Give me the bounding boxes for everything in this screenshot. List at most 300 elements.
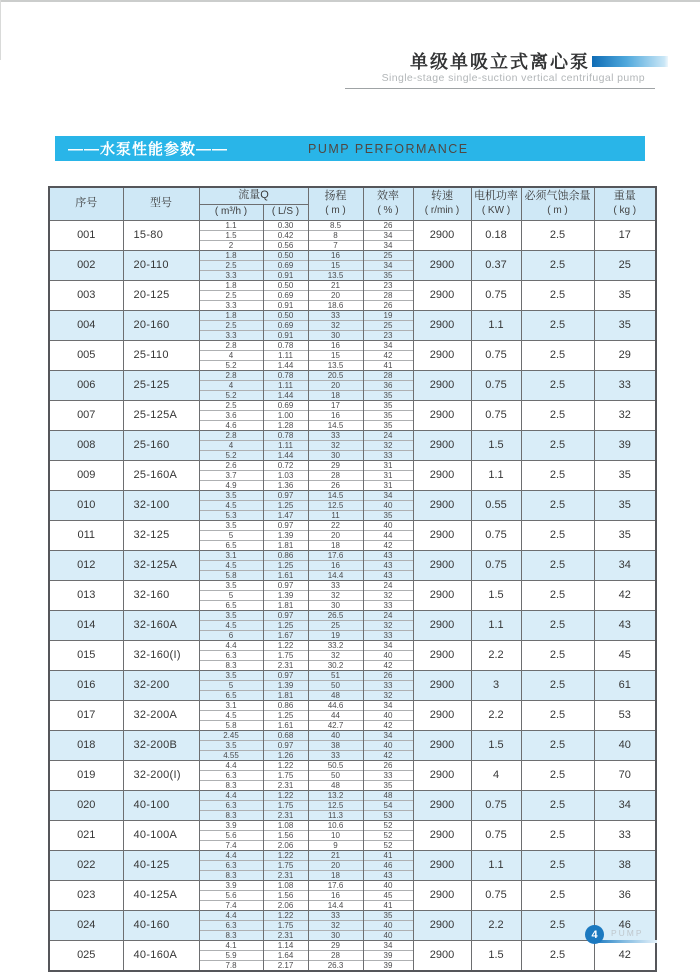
cell-model: 25-160A bbox=[123, 460, 199, 490]
cell-flow-m3h: 4 bbox=[199, 440, 263, 450]
cell-flow-m3h: 4.4 bbox=[199, 850, 263, 860]
cell-efficiency: 24 bbox=[363, 580, 413, 590]
col-header-model: 型号 bbox=[123, 187, 199, 220]
cell-flow-ls: 1.61 bbox=[263, 570, 308, 580]
cell-flow-ls: 1.56 bbox=[263, 890, 308, 900]
cell-flow-ls: 0.69 bbox=[263, 400, 308, 410]
cell-flow-ls: 0.86 bbox=[263, 550, 308, 560]
cell-power: 1.1 bbox=[471, 310, 521, 340]
cell-weight: 25 bbox=[594, 250, 656, 280]
cell-flow-m3h: 2.8 bbox=[199, 340, 263, 350]
cell-index: 010 bbox=[49, 490, 123, 520]
cell-speed: 2900 bbox=[413, 700, 471, 730]
cell-efficiency: 43 bbox=[363, 550, 413, 560]
cell-model: 20-160 bbox=[123, 310, 199, 340]
cell-flow-m3h: 3.5 bbox=[199, 740, 263, 750]
cell-head: 32 bbox=[308, 320, 363, 330]
cell-flow-ls: 1.39 bbox=[263, 530, 308, 540]
section-title-cn: ——水泵性能参数—— bbox=[68, 141, 229, 158]
cell-flow-ls: 1.75 bbox=[263, 860, 308, 870]
cell-speed: 2900 bbox=[413, 370, 471, 400]
cell-weight: 36 bbox=[594, 880, 656, 910]
cell-efficiency: 34 bbox=[363, 240, 413, 250]
cell-flow-ls: 1.44 bbox=[263, 390, 308, 400]
cell-speed: 2900 bbox=[413, 250, 471, 280]
cell-npsh: 2.5 bbox=[521, 790, 594, 820]
table-row-group-start bbox=[49, 670, 656, 680]
cell-flow-m3h: 5.6 bbox=[199, 830, 263, 840]
cell-flow-ls: 1.61 bbox=[263, 720, 308, 730]
cell-efficiency: 33 bbox=[363, 770, 413, 780]
cell-weight: 35 bbox=[594, 280, 656, 310]
cell-head: 22 bbox=[308, 520, 363, 530]
table-row-group-start bbox=[49, 220, 656, 230]
cell-efficiency: 46 bbox=[363, 860, 413, 870]
cell-flow-ls: 1.25 bbox=[263, 620, 308, 630]
cell-weight: 32 bbox=[594, 400, 656, 430]
cell-power: 0.75 bbox=[471, 370, 521, 400]
page-title-cn: 单级单吸立式离心泵 bbox=[410, 52, 590, 72]
cell-efficiency: 35 bbox=[363, 420, 413, 430]
cell-efficiency: 33 bbox=[363, 630, 413, 640]
cell-speed: 2900 bbox=[413, 640, 471, 670]
cell-head: 8.5 bbox=[308, 220, 363, 230]
cell-flow-ls: 2.31 bbox=[263, 870, 308, 880]
cell-efficiency: 44 bbox=[363, 530, 413, 540]
cell-model: 40-160 bbox=[123, 910, 199, 940]
cell-weight: 61 bbox=[594, 670, 656, 700]
cell-efficiency: 43 bbox=[363, 570, 413, 580]
cell-head: 29 bbox=[308, 460, 363, 470]
cell-speed: 2900 bbox=[413, 400, 471, 430]
cell-speed: 2900 bbox=[413, 610, 471, 640]
cell-efficiency: 24 bbox=[363, 610, 413, 620]
cell-power: 1.5 bbox=[471, 430, 521, 460]
cell-head: 26.5 bbox=[308, 610, 363, 620]
cell-speed: 2900 bbox=[413, 850, 471, 880]
cell-head: 30 bbox=[308, 330, 363, 340]
cell-efficiency: 33 bbox=[363, 600, 413, 610]
cell-flow-ls: 1.56 bbox=[263, 830, 308, 840]
cell-head: 50 bbox=[308, 680, 363, 690]
cell-flow-m3h: 8.3 bbox=[199, 660, 263, 670]
cell-flow-ls: 1.11 bbox=[263, 440, 308, 450]
table-row-group-start bbox=[49, 550, 656, 560]
cell-head: 16 bbox=[308, 340, 363, 350]
cell-efficiency: 26 bbox=[363, 760, 413, 770]
cell-head: 14.5 bbox=[308, 490, 363, 500]
cell-efficiency: 36 bbox=[363, 380, 413, 390]
cell-efficiency: 19 bbox=[363, 310, 413, 320]
cell-npsh: 2.5 bbox=[521, 640, 594, 670]
cell-npsh: 2.5 bbox=[521, 730, 594, 760]
cell-flow-m3h: 4.6 bbox=[199, 420, 263, 430]
cell-power: 3 bbox=[471, 670, 521, 700]
cell-flow-ls: 1.25 bbox=[263, 560, 308, 570]
cell-head: 21 bbox=[308, 280, 363, 290]
table-row-group-start bbox=[49, 520, 656, 530]
cell-model: 32-200B bbox=[123, 730, 199, 760]
cell-model: 25-160 bbox=[123, 430, 199, 460]
cell-flow-ls: 0.50 bbox=[263, 250, 308, 260]
cell-flow-ls: 1.36 bbox=[263, 480, 308, 490]
cell-flow-m3h: 3.5 bbox=[199, 580, 263, 590]
cell-flow-ls: 2.06 bbox=[263, 840, 308, 850]
cell-flow-m3h: 4 bbox=[199, 350, 263, 360]
cell-npsh: 2.5 bbox=[521, 520, 594, 550]
cell-flow-m3h: 6.3 bbox=[199, 650, 263, 660]
cell-flow-ls: 1.75 bbox=[263, 650, 308, 660]
cell-flow-m3h: 5.6 bbox=[199, 890, 263, 900]
cell-flow-m3h: 4.5 bbox=[199, 710, 263, 720]
cell-flow-m3h: 2 bbox=[199, 240, 263, 250]
page-number-badge: 4 bbox=[585, 925, 604, 944]
cell-model: 32-200A bbox=[123, 700, 199, 730]
cell-flow-ls: 1.44 bbox=[263, 450, 308, 460]
cell-flow-m3h: 8.3 bbox=[199, 930, 263, 940]
cell-flow-ls: 0.69 bbox=[263, 260, 308, 270]
cell-flow-m3h: 6 bbox=[199, 630, 263, 640]
cell-head: 26.3 bbox=[308, 960, 363, 971]
cell-weight: 70 bbox=[594, 760, 656, 790]
cell-head: 28 bbox=[308, 470, 363, 480]
cell-model: 40-100A bbox=[123, 820, 199, 850]
cell-flow-ls: 1.11 bbox=[263, 380, 308, 390]
cell-flow-ls: 1.67 bbox=[263, 630, 308, 640]
cell-flow-ls: 2.31 bbox=[263, 810, 308, 820]
cell-flow-m3h: 3.9 bbox=[199, 880, 263, 890]
cell-weight: 29 bbox=[594, 340, 656, 370]
cell-flow-m3h: 2.8 bbox=[199, 370, 263, 380]
cell-weight: 45 bbox=[594, 640, 656, 670]
cell-head: 18.6 bbox=[308, 300, 363, 310]
cell-flow-ls: 0.50 bbox=[263, 280, 308, 290]
cell-model: 40-100 bbox=[123, 790, 199, 820]
cell-efficiency: 34 bbox=[363, 340, 413, 350]
cell-head: 30.2 bbox=[308, 660, 363, 670]
cell-flow-ls: 1.75 bbox=[263, 770, 308, 780]
table-row-group-start bbox=[49, 280, 656, 290]
cell-weight: 34 bbox=[594, 550, 656, 580]
cell-flow-ls: 1.26 bbox=[263, 750, 308, 760]
pump-table-body bbox=[49, 220, 656, 971]
cell-index: 021 bbox=[49, 820, 123, 850]
cell-efficiency: 40 bbox=[363, 880, 413, 890]
cell-weight: 39 bbox=[594, 430, 656, 460]
table-row-group-start bbox=[49, 430, 656, 440]
table-row-group-start bbox=[49, 580, 656, 590]
cell-power: 0.37 bbox=[471, 250, 521, 280]
cell-flow-ls: 1.00 bbox=[263, 410, 308, 420]
table-row-group-start bbox=[49, 610, 656, 620]
cell-power: 0.55 bbox=[471, 490, 521, 520]
cell-npsh: 2.5 bbox=[521, 940, 594, 971]
cell-head: 13.2 bbox=[308, 790, 363, 800]
cell-efficiency: 23 bbox=[363, 280, 413, 290]
table-row-group-start bbox=[49, 850, 656, 860]
cell-head: 13.5 bbox=[308, 270, 363, 280]
cell-index: 020 bbox=[49, 790, 123, 820]
cell-efficiency: 52 bbox=[363, 830, 413, 840]
cell-weight: 35 bbox=[594, 490, 656, 520]
cell-npsh: 2.5 bbox=[521, 490, 594, 520]
cell-efficiency: 41 bbox=[363, 360, 413, 370]
cell-head: 16 bbox=[308, 890, 363, 900]
cell-index: 018 bbox=[49, 730, 123, 760]
cell-head: 32 bbox=[308, 920, 363, 930]
cell-model: 15-80 bbox=[123, 220, 199, 250]
cell-head: 12.5 bbox=[308, 500, 363, 510]
table-row-group-start bbox=[49, 400, 656, 410]
table-row-group-start bbox=[49, 250, 656, 260]
cell-model: 32-200 bbox=[123, 670, 199, 700]
cell-power: 0.75 bbox=[471, 820, 521, 850]
cell-flow-ls: 0.97 bbox=[263, 580, 308, 590]
cell-npsh: 2.5 bbox=[521, 550, 594, 580]
cell-index: 012 bbox=[49, 550, 123, 580]
cell-efficiency: 34 bbox=[363, 700, 413, 710]
cell-flow-m3h: 2.5 bbox=[199, 290, 263, 300]
cell-head: 20.5 bbox=[308, 370, 363, 380]
cell-flow-m3h: 6.3 bbox=[199, 920, 263, 930]
cell-head: 10.6 bbox=[308, 820, 363, 830]
cell-index: 006 bbox=[49, 370, 123, 400]
cell-power: 0.75 bbox=[471, 400, 521, 430]
cell-head: 50.5 bbox=[308, 760, 363, 770]
section-title-bar bbox=[55, 136, 645, 161]
cell-head: 18 bbox=[308, 870, 363, 880]
cell-efficiency: 34 bbox=[363, 260, 413, 270]
cell-flow-m3h: 2.5 bbox=[199, 260, 263, 270]
cell-efficiency: 23 bbox=[363, 330, 413, 340]
cell-flow-m3h: 4.4 bbox=[199, 910, 263, 920]
cell-flow-m3h: 7.4 bbox=[199, 840, 263, 850]
cell-power: 1.1 bbox=[471, 460, 521, 490]
cell-flow-m3h: 4.1 bbox=[199, 940, 263, 950]
col-header-flow-ls: ( L/S ) bbox=[263, 204, 308, 220]
page-footer bbox=[585, 925, 675, 949]
cell-head: 30 bbox=[308, 930, 363, 940]
cell-flow-m3h: 4.9 bbox=[199, 480, 263, 490]
table-row-group-start bbox=[49, 340, 656, 350]
cell-index: 005 bbox=[49, 340, 123, 370]
cell-flow-ls: 0.97 bbox=[263, 740, 308, 750]
col-header-head: 扬程 ( m ) bbox=[308, 187, 363, 220]
col-header-flow-m3h: ( m³/h ) bbox=[199, 204, 263, 220]
cell-index: 013 bbox=[49, 580, 123, 610]
cell-efficiency: 40 bbox=[363, 500, 413, 510]
cell-flow-m3h: 3.3 bbox=[199, 270, 263, 280]
table-row-group-start bbox=[49, 760, 656, 770]
cell-flow-ls: 0.68 bbox=[263, 730, 308, 740]
cell-flow-ls: 1.22 bbox=[263, 910, 308, 920]
cell-npsh: 2.5 bbox=[521, 880, 594, 910]
cell-speed: 2900 bbox=[413, 310, 471, 340]
cell-flow-ls: 1.75 bbox=[263, 920, 308, 930]
cell-head: 14.4 bbox=[308, 570, 363, 580]
cell-weight: 33 bbox=[594, 370, 656, 400]
cell-head: 11.3 bbox=[308, 810, 363, 820]
cell-head: 40 bbox=[308, 730, 363, 740]
cell-flow-ls: 0.86 bbox=[263, 700, 308, 710]
cell-model: 32-125A bbox=[123, 550, 199, 580]
cell-flow-m3h: 6.5 bbox=[199, 600, 263, 610]
cell-flow-m3h: 3.7 bbox=[199, 470, 263, 480]
cell-efficiency: 39 bbox=[363, 950, 413, 960]
cell-weight: 33 bbox=[594, 820, 656, 850]
table-row-group-start bbox=[49, 880, 656, 890]
cell-flow-ls: 1.81 bbox=[263, 540, 308, 550]
cell-efficiency: 39 bbox=[363, 960, 413, 971]
cell-npsh: 2.5 bbox=[521, 910, 594, 940]
table-row-group-start bbox=[49, 820, 656, 830]
cell-efficiency: 34 bbox=[363, 940, 413, 950]
cell-speed: 2900 bbox=[413, 490, 471, 520]
cell-index: 017 bbox=[49, 700, 123, 730]
cell-head: 26 bbox=[308, 480, 363, 490]
cell-head: 21 bbox=[308, 850, 363, 860]
cell-flow-ls: 0.42 bbox=[263, 230, 308, 240]
cell-npsh: 2.5 bbox=[521, 220, 594, 250]
cell-flow-m3h: 2.8 bbox=[199, 430, 263, 440]
cell-index: 015 bbox=[49, 640, 123, 670]
cell-flow-m3h: 5.8 bbox=[199, 720, 263, 730]
cell-model: 40-125A bbox=[123, 880, 199, 910]
cell-power: 0.75 bbox=[471, 790, 521, 820]
cell-efficiency: 52 bbox=[363, 820, 413, 830]
cell-weight: 40 bbox=[594, 730, 656, 760]
cell-flow-m3h: 4.4 bbox=[199, 760, 263, 770]
cell-flow-m3h: 8.3 bbox=[199, 870, 263, 880]
cell-efficiency: 42 bbox=[363, 750, 413, 760]
cell-flow-m3h: 1.8 bbox=[199, 310, 263, 320]
cell-efficiency: 25 bbox=[363, 250, 413, 260]
cell-flow-ls: 0.72 bbox=[263, 460, 308, 470]
cell-head: 11 bbox=[308, 510, 363, 520]
cell-head: 12.5 bbox=[308, 800, 363, 810]
cell-power: 2.2 bbox=[471, 700, 521, 730]
cell-flow-ls: 0.91 bbox=[263, 330, 308, 340]
header-divider bbox=[345, 88, 655, 89]
cell-power: 0.18 bbox=[471, 220, 521, 250]
cell-flow-ls: 0.97 bbox=[263, 520, 308, 530]
cell-head: 14.4 bbox=[308, 900, 363, 910]
cell-weight: 38 bbox=[594, 850, 656, 880]
col-header-npsh: 必须气蚀余量 ( m ) bbox=[521, 187, 594, 220]
cell-efficiency: 32 bbox=[363, 590, 413, 600]
cell-model: 32-160A bbox=[123, 610, 199, 640]
cell-flow-ls: 1.75 bbox=[263, 800, 308, 810]
cell-npsh: 2.5 bbox=[521, 610, 594, 640]
cell-power: 1.5 bbox=[471, 580, 521, 610]
cell-flow-m3h: 3.6 bbox=[199, 410, 263, 420]
cell-head: 32 bbox=[308, 440, 363, 450]
cell-flow-ls: 1.39 bbox=[263, 590, 308, 600]
cell-flow-ls: 0.56 bbox=[263, 240, 308, 250]
cell-head: 17.6 bbox=[308, 880, 363, 890]
cell-weight: 34 bbox=[594, 790, 656, 820]
cell-npsh: 2.5 bbox=[521, 850, 594, 880]
cell-flow-ls: 0.78 bbox=[263, 430, 308, 440]
cell-power: 0.75 bbox=[471, 880, 521, 910]
cell-efficiency: 40 bbox=[363, 920, 413, 930]
cell-index: 002 bbox=[49, 250, 123, 280]
cell-head: 16 bbox=[308, 250, 363, 260]
cell-flow-m3h: 3.3 bbox=[199, 330, 263, 340]
cell-head: 15 bbox=[308, 350, 363, 360]
cell-head: 44 bbox=[308, 710, 363, 720]
cell-flow-m3h: 4.4 bbox=[199, 790, 263, 800]
cell-speed: 2900 bbox=[413, 340, 471, 370]
cell-flow-ls: 0.97 bbox=[263, 490, 308, 500]
cell-npsh: 2.5 bbox=[521, 670, 594, 700]
cell-npsh: 2.5 bbox=[521, 700, 594, 730]
cell-head: 18 bbox=[308, 390, 363, 400]
cell-power: 1.1 bbox=[471, 610, 521, 640]
cell-efficiency: 34 bbox=[363, 640, 413, 650]
cell-flow-ls: 1.22 bbox=[263, 640, 308, 650]
cell-speed: 2900 bbox=[413, 670, 471, 700]
cell-flow-ls: 0.69 bbox=[263, 320, 308, 330]
cell-head: 44.6 bbox=[308, 700, 363, 710]
table-row-group-start bbox=[49, 460, 656, 470]
cell-flow-m3h: 3.3 bbox=[199, 300, 263, 310]
cell-index: 008 bbox=[49, 430, 123, 460]
col-header-power: 电机功率 ( KW ) bbox=[471, 187, 521, 220]
cell-efficiency: 42 bbox=[363, 350, 413, 360]
cell-npsh: 2.5 bbox=[521, 370, 594, 400]
cell-flow-ls: 0.91 bbox=[263, 300, 308, 310]
cell-efficiency: 52 bbox=[363, 840, 413, 850]
cell-flow-ls: 0.69 bbox=[263, 290, 308, 300]
cell-index: 023 bbox=[49, 880, 123, 910]
cell-flow-ls: 1.64 bbox=[263, 950, 308, 960]
table-row-group-start bbox=[49, 490, 656, 500]
cell-efficiency: 35 bbox=[363, 910, 413, 920]
cell-model: 32-160 bbox=[123, 580, 199, 610]
cell-flow-ls: 0.78 bbox=[263, 340, 308, 350]
cell-efficiency: 35 bbox=[363, 510, 413, 520]
cell-npsh: 2.5 bbox=[521, 460, 594, 490]
cell-index: 024 bbox=[49, 910, 123, 940]
cell-efficiency: 35 bbox=[363, 270, 413, 280]
cell-flow-ls: 2.31 bbox=[263, 930, 308, 940]
cell-model: 25-125 bbox=[123, 370, 199, 400]
cell-model: 40-160A bbox=[123, 940, 199, 971]
table-row-group-start bbox=[49, 940, 656, 950]
cell-weight: 35 bbox=[594, 310, 656, 340]
footer-gradient-line bbox=[595, 940, 657, 943]
cell-efficiency: 33 bbox=[363, 680, 413, 690]
cell-efficiency: 35 bbox=[363, 780, 413, 790]
cell-flow-m3h: 5.2 bbox=[199, 450, 263, 460]
cell-flow-m3h: 5 bbox=[199, 590, 263, 600]
cell-npsh: 2.5 bbox=[521, 430, 594, 460]
cell-weight: 43 bbox=[594, 610, 656, 640]
cell-flow-ls: 1.81 bbox=[263, 600, 308, 610]
cell-flow-ls: 1.25 bbox=[263, 500, 308, 510]
cell-head: 10 bbox=[308, 830, 363, 840]
cell-flow-m3h: 1.8 bbox=[199, 280, 263, 290]
cell-flow-ls: 0.78 bbox=[263, 370, 308, 380]
cell-index: 016 bbox=[49, 670, 123, 700]
cell-flow-m3h: 3.1 bbox=[199, 550, 263, 560]
cell-power: 0.75 bbox=[471, 520, 521, 550]
cell-flow-m3h: 2.5 bbox=[199, 320, 263, 330]
cell-efficiency: 32 bbox=[363, 440, 413, 450]
cell-flow-ls: 2.31 bbox=[263, 780, 308, 790]
cell-index: 003 bbox=[49, 280, 123, 310]
